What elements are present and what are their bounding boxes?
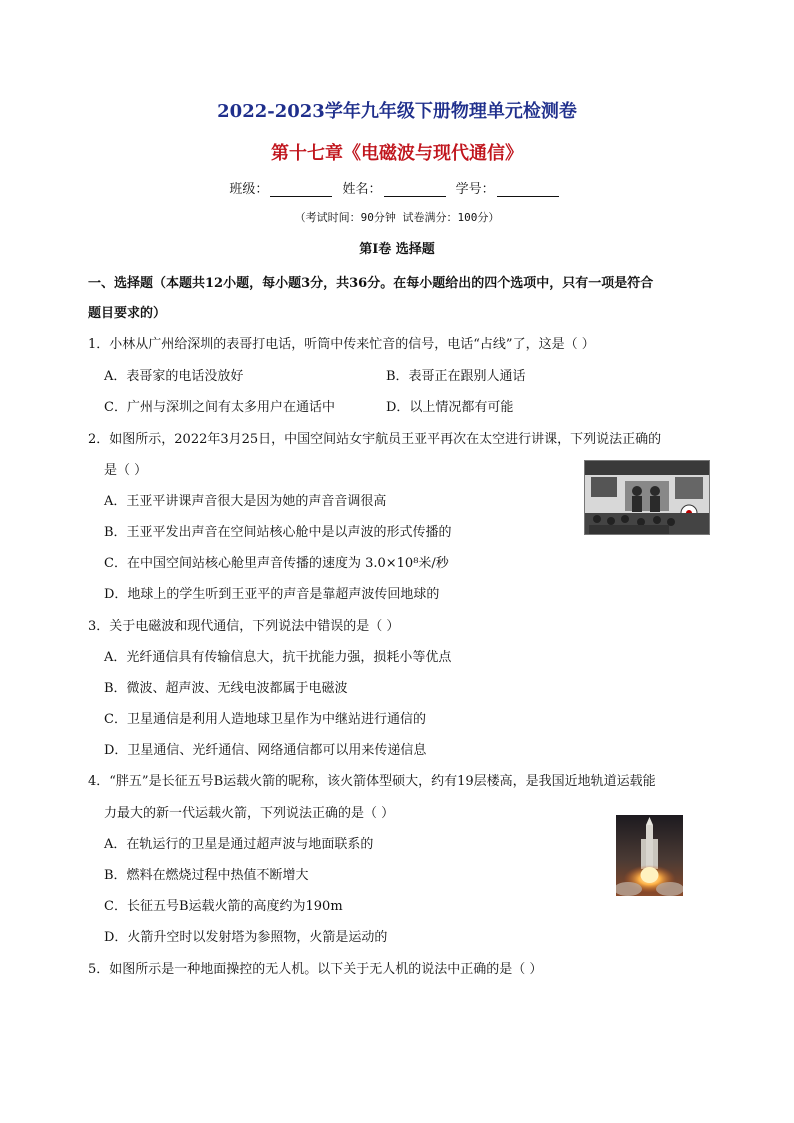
name-label: 姓名： <box>342 182 382 197</box>
q2-option-b: B．王亚平发出声音在空间站核心舱中是以声波的形式传播的 <box>104 525 452 540</box>
q2-option-a: A．王亚平讲课声音很大是因为她的声音音调很高 <box>104 494 387 509</box>
q3-stem: 3．关于电磁波和现代通信，下列说法中错误的是（ ） <box>88 619 400 634</box>
q2-option-c: C．在中国空间站核心舱里声音传播的速度为 3.0×10⁸米/秒 <box>104 556 449 571</box>
student-info-row <box>0 178 794 197</box>
q4-option-d: D．火箭升空时以发射塔为参照物，火箭是运动的 <box>104 930 388 945</box>
exam-info: （考试时间：90分钟 试卷满分：100分） <box>294 211 500 224</box>
q2-option-d: D．地球上的学生听到王亚平的声音是靠超声波传回地球的 <box>104 587 440 602</box>
q1-option-a: A．表哥家的电话没放好 <box>104 369 244 384</box>
q4-stem-line1: 4．“胖五”是长征五号B运载火箭的昵称，该火箭体型硕大，约有19层楼高，是我国近地轨道运载能 <box>88 774 656 789</box>
q5-stem: 5．如图所示是一种地面操控的无人机。以下关于无人机的说法中正确的是（ ） <box>88 962 543 977</box>
section-heading-line1: 一、选择题（本题共12小题，每小题3分，共36分。在每小题给出的四个选项中，只有一项是符合 <box>88 276 654 291</box>
space-lecture-photo <box>584 460 710 535</box>
q3-option-c: C．卫星通信是利用人造地球卫星作为中继站进行通信的 <box>104 712 426 727</box>
q1-option-d: D．以上情况都有可能 <box>386 400 514 415</box>
volume-heading: 第Ⅰ卷 选择题 <box>359 242 435 257</box>
q4-stem-line2: 力最大的新一代运载火箭，下列说法正确的是（ ） <box>104 806 395 821</box>
rocket-launch-photo <box>616 815 683 896</box>
exam-title: 2022-2023学年九年级下册物理单元检测卷 <box>217 101 577 122</box>
q1-option-c: C．广州与深圳之间有太多用户在通话中 <box>104 400 335 415</box>
q2-stem-line1: 2．如图所示，2022年3月25日，中国空间站女宇航员王亚平再次在太空进行讲课，下列说法正确的 <box>88 432 662 447</box>
chapter-title: 第十七章《电磁波与现代通信》 <box>271 143 523 164</box>
q4-option-c: C．长征五号B运载火箭的高度约为190m <box>104 899 343 914</box>
class-label: 班级： <box>229 182 269 197</box>
id-label: 学号： <box>455 182 495 197</box>
q4-option-a: A．在轨运行的卫星是通过超声波与地面联系的 <box>104 837 374 852</box>
q1-stem: 1．小林从广州给深圳的表哥打电话，听筒中传来忙音的信号，电话“占线”了，这是（ ） <box>88 337 595 352</box>
space-lecture-illustration <box>585 461 709 534</box>
q1-option-b: B．表哥正在跟别人通话 <box>386 369 526 384</box>
section-heading-line2: 题目要求的） <box>88 306 167 321</box>
q4-option-b: B．燃料在燃烧过程中热值不断增大 <box>104 868 309 883</box>
class-blank[interactable] <box>270 184 332 197</box>
q3-option-a: A．光纤通信具有传输信息大，抗干扰能力强，损耗小等优点 <box>104 650 452 665</box>
q3-option-d: D．卫星通信、光纤通信、网络通信都可以用来传递信息 <box>104 743 427 758</box>
id-blank[interactable] <box>497 184 559 197</box>
q3-option-b: B．微波、超声波、无线电波都属于电磁波 <box>104 681 348 696</box>
rocket-launch-illustration <box>616 815 683 896</box>
q2-stem-line2: 是（ ） <box>104 463 148 478</box>
name-blank[interactable] <box>384 184 446 197</box>
